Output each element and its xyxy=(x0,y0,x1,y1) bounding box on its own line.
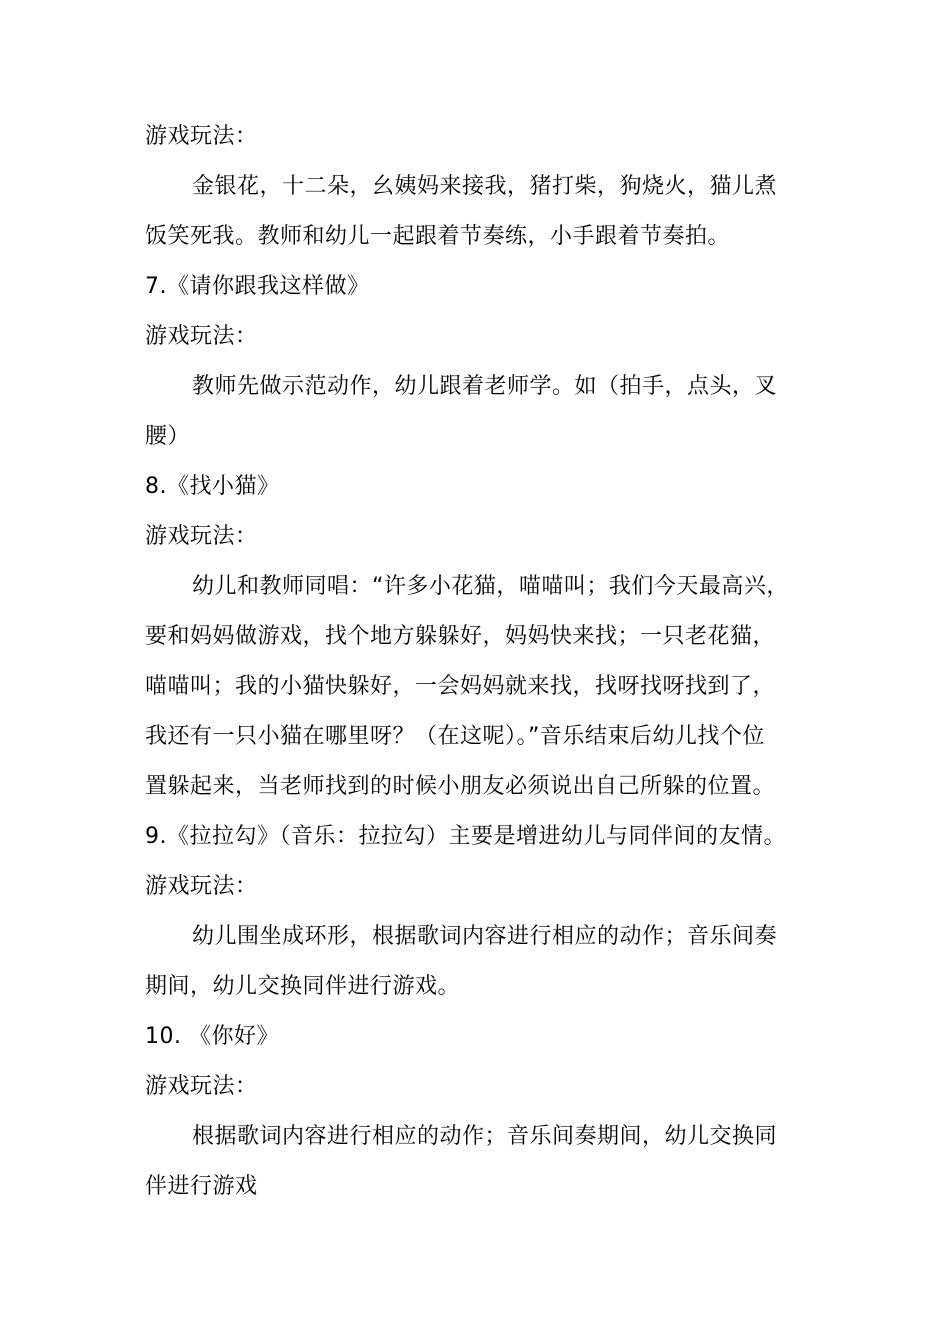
text-line: 教师先做示范动作，幼儿跟着老师学。如（拍手，点头，叉 xyxy=(192,374,778,399)
text-line: 游戏玩法： xyxy=(145,1074,258,1099)
section-heading: 7.《请你跟我这样做》 xyxy=(145,274,370,299)
text-line: 我还有一只小猫在哪里呀？（在这呢）。”音乐结束后幼儿找个位 xyxy=(145,724,765,749)
text-line: 要和妈妈做游戏，找个地方躲躲好，妈妈快来找；一只老花猫， xyxy=(145,624,776,649)
section-heading: 8.《找小猫》 xyxy=(145,474,280,499)
text-line: 游戏玩法： xyxy=(145,524,258,549)
text-line: 伴进行游戏 xyxy=(145,1174,258,1199)
document-body xyxy=(145,112,815,1212)
text-line: 喵喵叫；我的小猫快躲好，一会妈妈就来找，找呀找呀找到了， xyxy=(145,674,776,699)
text-line: 游戏玩法： xyxy=(145,124,258,149)
text-line: 游戏玩法： xyxy=(145,324,258,349)
section-heading: 9.《拉拉勾》（音乐：拉拉勾）主要是增进幼儿与同伴间的友情。 xyxy=(145,824,786,849)
text-line: 根据歌词内容进行相应的动作；音乐间奏期间，幼儿交换同 xyxy=(192,1124,778,1149)
text-line: 幼儿围坐成环形，根据歌词内容进行相应的动作；音乐间奏 xyxy=(192,924,778,949)
text-line: 置躲起来，当老师找到的时候小朋友必须说出自己所躲的位置。 xyxy=(145,774,776,799)
text-line: 期间，幼儿交换同伴进行游戏。 xyxy=(145,974,461,999)
text-line: 饭笑死我。教师和幼儿一起跟着节奏练，小手跟着节奏拍。 xyxy=(145,224,731,249)
text-line: 幼儿和教师同唱：“许多小花猫，喵喵叫；我们今天最高兴， xyxy=(192,574,789,599)
section-heading: 10. 《你好》 xyxy=(145,1024,279,1049)
text-line: 游戏玩法： xyxy=(145,874,258,899)
text-line: 腰） xyxy=(145,424,191,449)
text-line: 金银花，十二朵，幺姨妈来接我，猪打柴，狗烧火，猫儿煮 xyxy=(192,174,778,199)
